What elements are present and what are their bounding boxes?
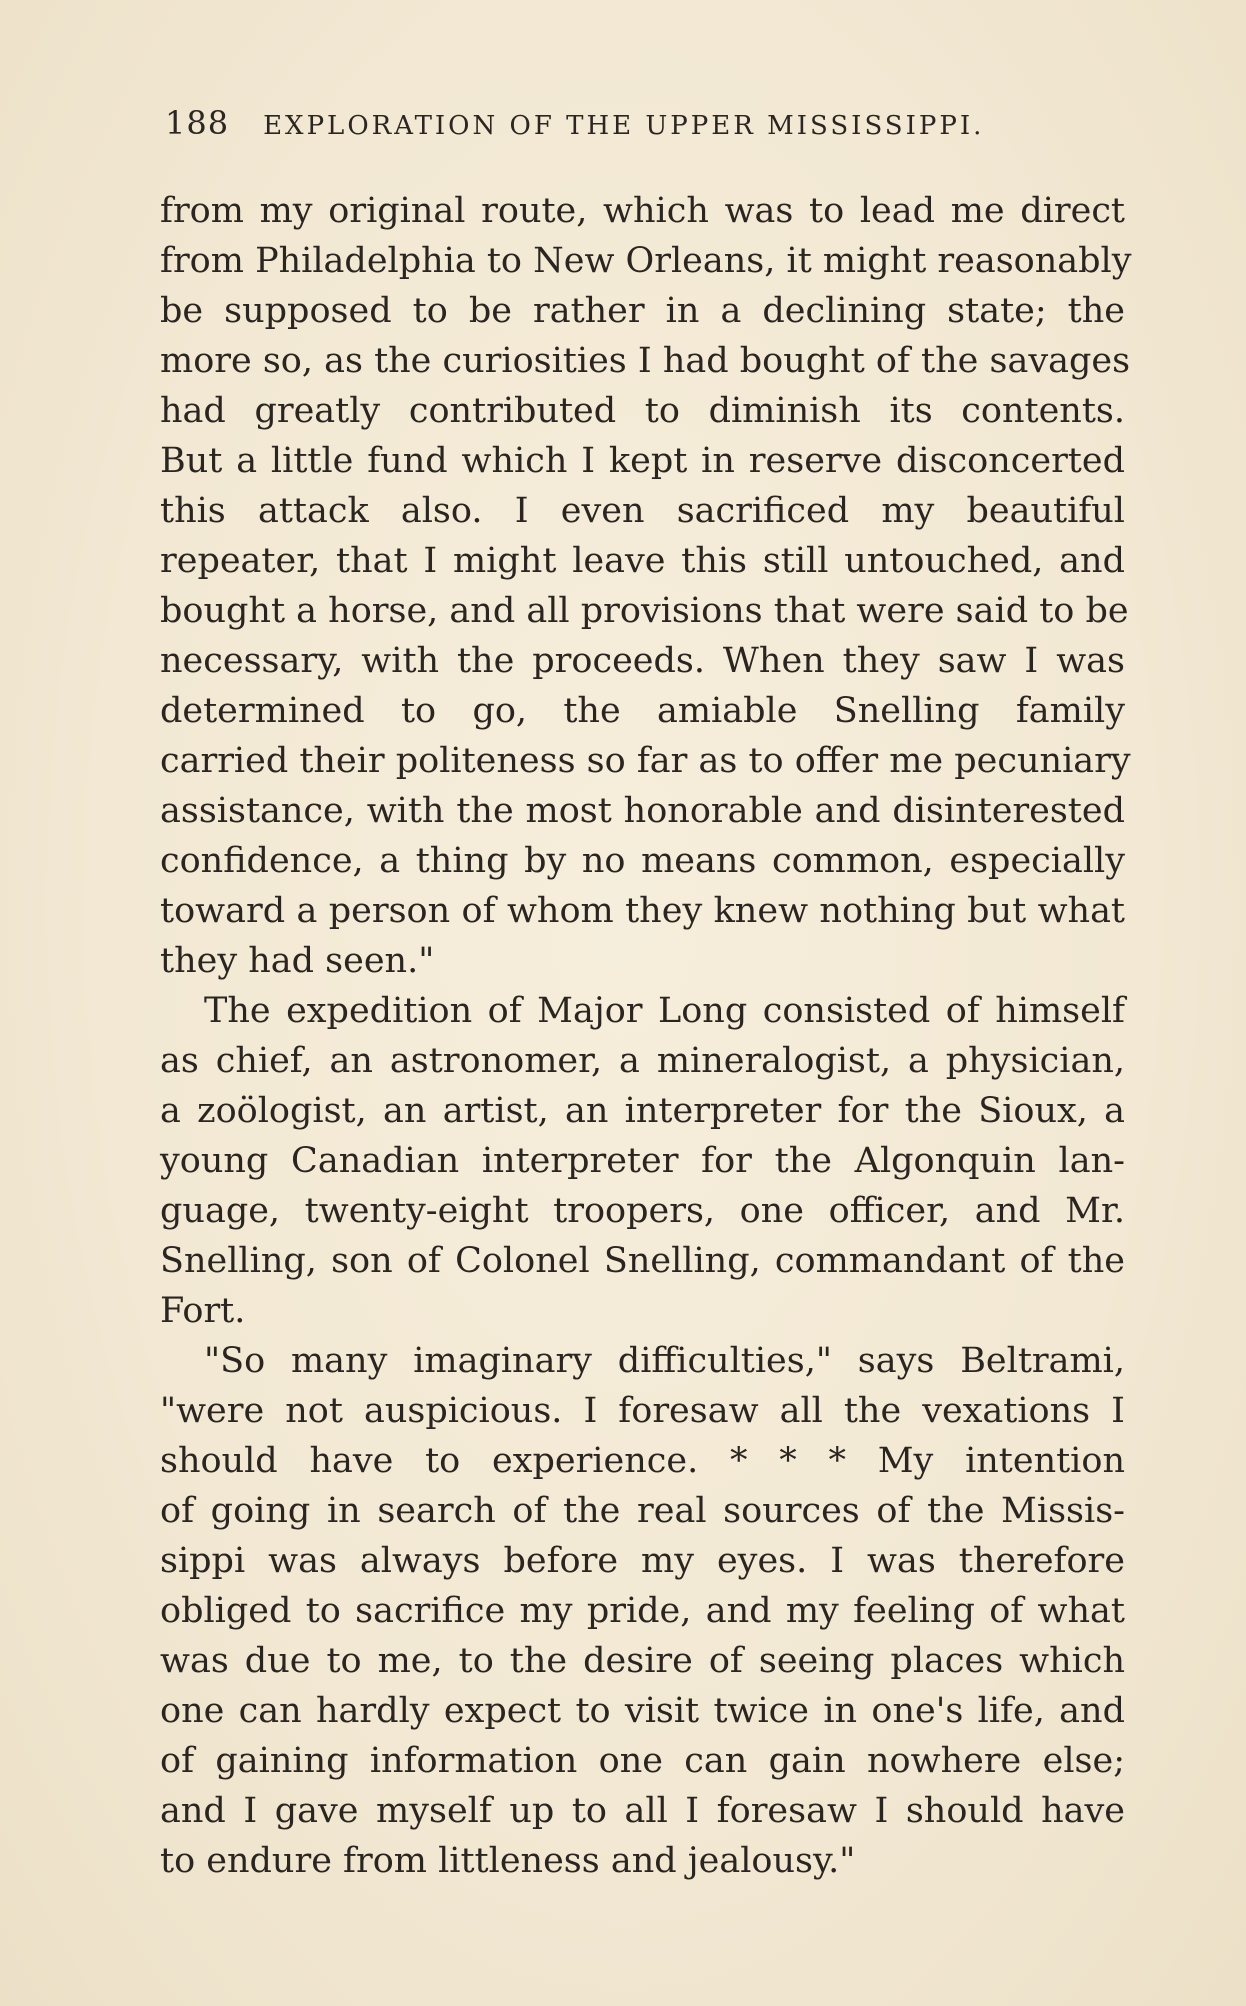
text-line: this attack also. I even sacrificed my beautiful: [160, 491, 1125, 531]
text-line: of going in search of the real sources of the Missis-: [160, 1491, 1125, 1531]
running-head: [165, 104, 1065, 152]
text-line: But a little fund which I kept in reserve disconcerted: [160, 441, 1125, 481]
text-line: of gaining information one can gain nowhere else;: [160, 1741, 1125, 1781]
text-line: young Canadian interpreter for the Algonquin lan-: [160, 1141, 1125, 1181]
text-line: be supposed to be rather in a declining state; the: [160, 291, 1125, 331]
paragraph-2: [160, 986, 1125, 1336]
running-title: EXPLORATION OF THE UPPER MISSISSIPPI.: [263, 111, 985, 141]
text-line: toward a person of whom they knew nothing but what: [160, 891, 1125, 931]
text-line: "were not auspicious. I foresaw all the vexations I: [160, 1391, 1125, 1431]
text-line: more so, as the curiosities I had bought of the savages: [160, 341, 1131, 381]
text-line: they had seen.": [160, 941, 435, 981]
text-line: Snelling, son of Colonel Snelling, commandant of the: [160, 1241, 1125, 1281]
text-line: guage, twenty-eight troopers, one officer, and Mr.: [160, 1191, 1125, 1231]
text-line: was due to me, to the desire of seeing places which: [160, 1641, 1125, 1681]
text-line: as chief, an astronomer, a mineralogist, a physician,: [160, 1041, 1125, 1081]
text-line: bought a horse, and all provisions that were said to be: [160, 591, 1129, 631]
paragraph-1: [160, 186, 1132, 986]
text-line: repeater, that I might leave this still untouched, and: [160, 541, 1125, 581]
text-line: determined to go, the amiable Snelling family: [160, 691, 1125, 731]
text-line: should have to experience. * * * My intention: [160, 1441, 1125, 1481]
text-line: confidence, a thing by no means common, especially: [160, 841, 1125, 881]
text-line: sippi was always before my eyes. I was therefore: [160, 1541, 1125, 1581]
body-text: [160, 186, 1132, 1886]
text-line: from Philadelphia to New Orleans, it might reasonably: [160, 241, 1132, 281]
text-line: The expedition of Major Long consisted of himself: [204, 991, 1125, 1031]
text-line: one can hardly expect to visit twice in one's life, and: [160, 1691, 1125, 1731]
text-line: necessary, with the proceeds. When they saw I was: [160, 641, 1125, 681]
text-line: had greatly contributed to diminish its contents.: [160, 391, 1125, 431]
text-line: Fort.: [160, 1291, 246, 1331]
text-line: from my original route, which was to lead me direct: [160, 191, 1125, 231]
text-line: to endure from littleness and jealousy.": [160, 1841, 856, 1881]
page-number: 188: [165, 104, 230, 142]
text-line: assistance, with the most honorable and disinterested: [160, 791, 1125, 831]
text-line: obliged to sacrifice my pride, and my feeling of what: [160, 1591, 1125, 1631]
text-line: carried their politeness so far as to offer me pecuniary: [160, 741, 1131, 781]
text-line: a zoölogist, an artist, an interpreter for the Sioux, a: [160, 1091, 1125, 1131]
text-line: and I gave myself up to all I foresaw I should have: [160, 1791, 1125, 1831]
paragraph-3: [160, 1336, 1125, 1886]
text-line: "So many imaginary difficulties," says Beltrami,: [204, 1341, 1125, 1381]
